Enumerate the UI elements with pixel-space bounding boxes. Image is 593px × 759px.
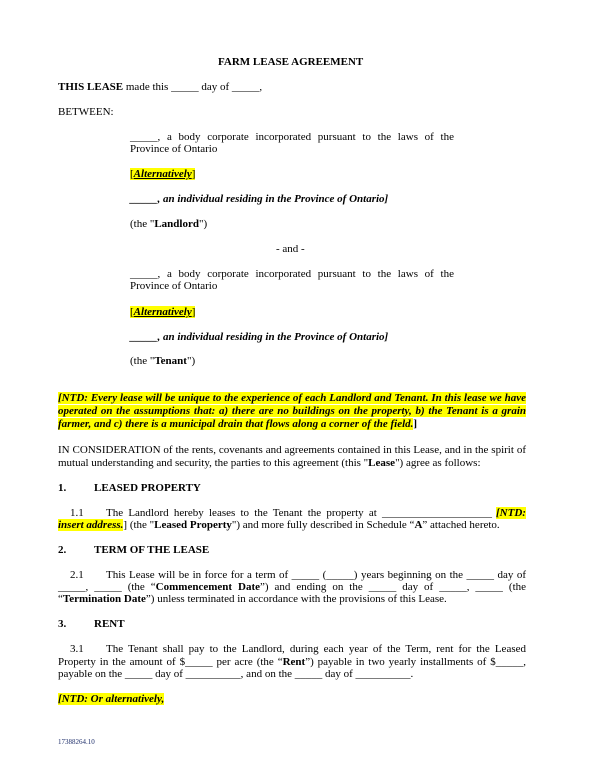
clause-3-1-line2-pre: Property in the amount of $_____ per acre (the “ xyxy=(58,656,283,668)
tenant-role-pre: (the " xyxy=(130,355,155,367)
section-2-heading: TERM OF THE LEASE xyxy=(94,544,210,556)
section-2-number: 2. xyxy=(58,544,67,556)
tenant-role-post: ") xyxy=(186,355,196,367)
tenant-alt-word: Alternatively xyxy=(133,306,192,318)
clause-1-1-post-b: ") and more fully described in Schedule “ xyxy=(231,519,415,531)
clause-2-1-commencement: Commencement Date xyxy=(155,581,261,593)
ntd-note-text3: farmer, and c) there is a municipal drain that flows along a corner of the field. xyxy=(58,418,414,430)
tenant-alt-open: [ xyxy=(130,306,134,318)
section-3-number: 3. xyxy=(58,618,67,630)
clause-2-1-termination: Termination Date xyxy=(62,593,146,605)
document-title: FARM LEASE AGREEMENT xyxy=(218,56,364,68)
opening-lead: THIS LEASE xyxy=(58,81,124,93)
section-1-number: 1. xyxy=(58,482,67,494)
ntd-note-line2 xyxy=(58,405,526,418)
ntd-alternatively-text: [NTD: Or alternatively, xyxy=(58,693,165,705)
ntd-alternatively xyxy=(58,693,164,706)
and-separator: - and - xyxy=(276,243,305,255)
clause-1-1-line1: The Landlord hereby leases to the Tenant the property at ____________________ xyxy=(106,507,492,519)
tenant-role xyxy=(130,355,195,368)
clause-2-1-line2-pre: _____, _____ (the “ xyxy=(58,581,156,593)
ntd-note-text2: operated on the assumptions that: a) there are no buildings on the property, b) the Tenant is a grain xyxy=(58,405,526,417)
landlord-alternatively xyxy=(130,168,195,181)
opening-rest: made this _____ day of _____, xyxy=(123,81,263,93)
clause-1-1-leased-property: Leased Property xyxy=(154,519,232,531)
clause-1-1-number: 1.1 xyxy=(70,507,84,519)
clause-1-1-line2 xyxy=(58,519,500,532)
section-3-heading: RENT xyxy=(94,618,125,630)
ntd-note-text1: [NTD: Every lease will be unique to the experience of each Landlord and Tenant. In this lease we have xyxy=(58,392,526,404)
consideration-lease-term: Lease xyxy=(368,457,396,469)
tenant-corp-line1: _____, a body corporate incorporated pursuant to the laws of the xyxy=(130,268,454,280)
landlord-role-pre: (the " xyxy=(130,218,155,230)
clause-1-1-post-c: ” attached hereto. xyxy=(422,519,500,531)
tenant-alt-close: ] xyxy=(191,306,196,318)
clause-2-1-line3 xyxy=(58,593,447,606)
clause-3-1-line2-post: ”) payable in two yearly installments of $_____, xyxy=(305,656,526,668)
clause-2-1-line3-post: ”) unless terminated in accordance with the provisions of this Lease. xyxy=(145,593,447,605)
tenant-individual-line: _____, an individual residing in the Province of Ontario] xyxy=(130,331,389,343)
consideration-post: ") agree as follows: xyxy=(395,457,481,469)
clause-3-1-line1: The Tenant shall pay to the Landlord, during each year of the Term, rent for the Leased xyxy=(106,643,526,655)
clause-3-1-line3: payable on the _____ day of __________, and on the _____ day of __________. xyxy=(58,668,414,680)
consideration-line2 xyxy=(58,457,481,470)
tenant-corp-line2: Province of Ontario xyxy=(130,280,218,292)
clause-1-1-schedule: A xyxy=(414,519,423,531)
clause-1-1-post-a: ] (the " xyxy=(123,519,155,531)
ntd-note-line3 xyxy=(58,418,417,431)
section-1-heading: LEASED PROPERTY xyxy=(94,482,201,494)
clause-3-1-rent: Rent xyxy=(282,656,306,668)
tenant-alternatively xyxy=(130,306,195,319)
consideration-line1: IN CONSIDERATION of the rents, covenants and agreements contained in this Lease, and in the spirit of xyxy=(58,444,526,456)
consideration-pre: mutual understanding and security, the parties to this agreement (this " xyxy=(58,457,369,469)
landlord-role-name: Landlord xyxy=(154,218,199,230)
landlord-alt-open: [ xyxy=(130,168,134,180)
between-label: BETWEEN: xyxy=(58,106,114,118)
landlord-corp-line2: Province of Ontario xyxy=(130,143,218,155)
clause-1-1-ntd-open xyxy=(496,507,526,520)
opening-line xyxy=(58,81,262,94)
clause-1-1-ntd-text2: insert address. xyxy=(58,519,124,531)
ntd-note-line1 xyxy=(58,392,526,405)
clause-2-1-line3-pre: “ xyxy=(58,593,63,605)
tenant-role-name: Tenant xyxy=(154,355,187,367)
landlord-role xyxy=(130,218,207,231)
clause-2-1-line2-post: ”) and ending on the _____ day of _____, _____ (the xyxy=(260,581,527,593)
landlord-alt-word: Alternatively xyxy=(133,168,192,180)
landlord-corp-line1: _____, a body corporate incorporated pursuant to the laws of the xyxy=(130,131,454,143)
ntd-note-close: ] xyxy=(413,418,418,430)
landlord-role-post: ") xyxy=(198,218,208,230)
clause-2-1-number: 2.1 xyxy=(70,569,84,581)
clause-2-1-line1: This Lease will be in force for a term of _____ (_____) years beginning on the _____ day of xyxy=(106,569,526,581)
clause-1-1-ntd-text1: [NTD: xyxy=(496,507,526,519)
landlord-individual-line: _____, an individual residing in the Province of Ontario] xyxy=(130,193,389,205)
landlord-alt-close: ] xyxy=(191,168,196,180)
clause-3-1-number: 3.1 xyxy=(70,643,84,655)
footer-document-code: 17388264.10 xyxy=(58,738,95,746)
